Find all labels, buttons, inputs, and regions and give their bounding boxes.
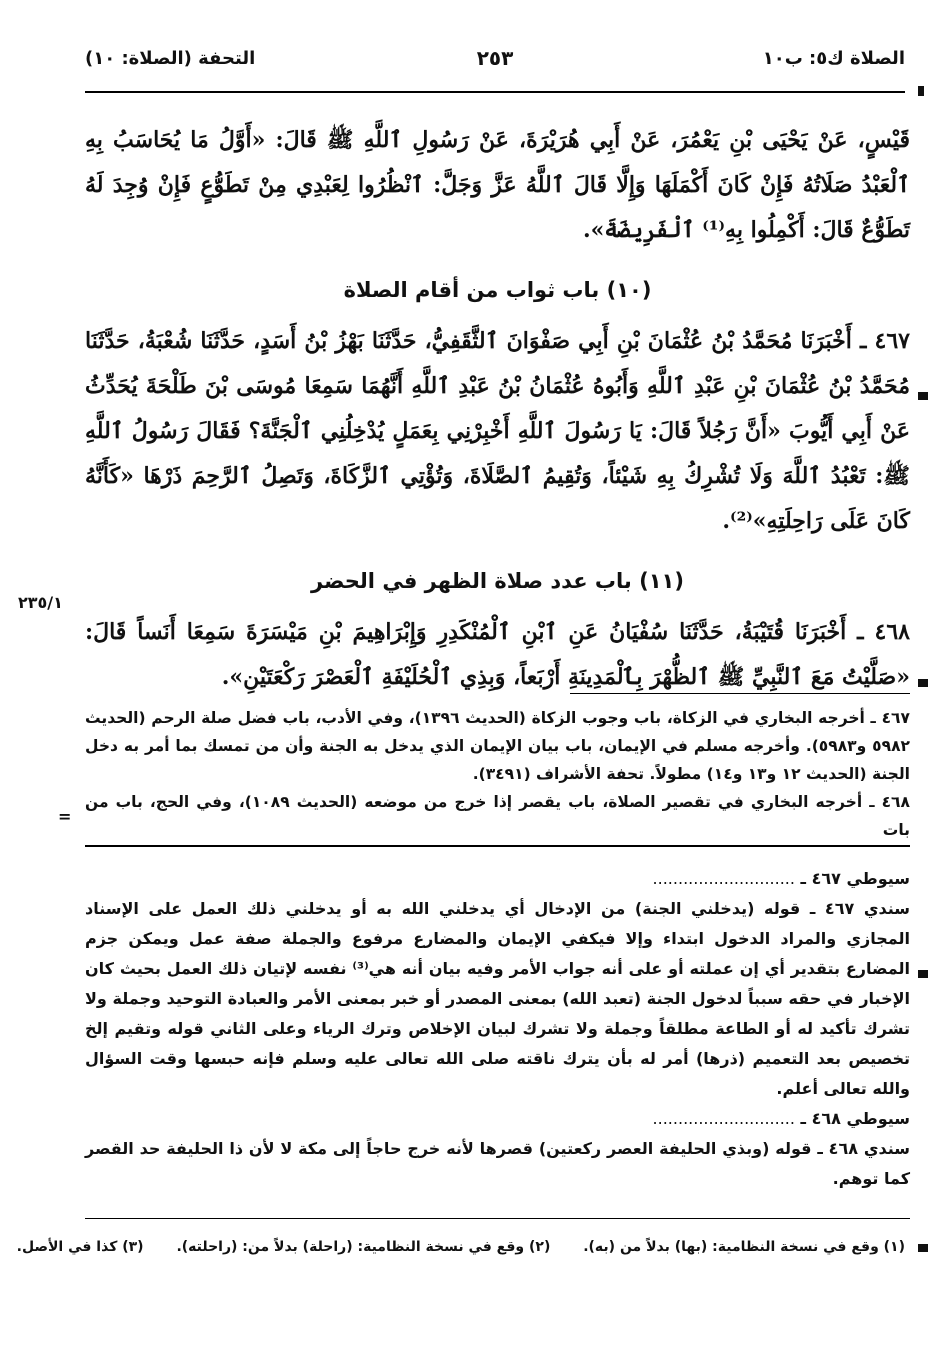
takhrij-467: ٤٦٧ ـ أخرجه البخاري في الزكاة، باب وجوب الزكاة (الحديث ١٣٩٦)، وفي الأدب، باب فضل صلة الرحم (الحديث ٥٩٨٢ و٥٩٨٣). وأخرجه مسلم في الإيمان، باب بيان الإيمان الذي يدخل به الجنة وأن من تمسك بما أمر به دخل الجنة (الحديث ١٢ و١٣ و١٤) مطولاً. تحفة الأشراف (٣٤٩١).	[85, 709, 911, 783]
takhrij-notes	[85, 704, 910, 844]
dotted-leader: ............................	[652, 869, 795, 888]
page-header	[85, 44, 905, 84]
footnotes	[16, 1235, 905, 1259]
commentary-section	[85, 864, 910, 1194]
hadith-text: أَخْبَرَنَا مُحَمَّدُ بْنُ عُثْمَانَ بْنِ أَبِي صَفْوَانَ ٱلثَّقَفِيُّ، حَدَّثَنَا بَهْزُ بْنُ أَسَدٍ، حَدَّثَنَا شُعْبَةُ، حَدَّثَنَا مُحَمَّدُ بْنُ عُثْمَانَ بْنِ عَبْدِ ٱللَّهِ وَأَبُوهُ عُثْمَانُ بْنُ عَبْدِ ٱللَّهِ أَنَّهُمَا سَمِعَا مُوسَى بْنَ طَلْحَةَ يُحَدِّثُ عَنْ أَبِي أَيُّوبَ «أَنَّ رَجُلاً قَالَ: يَا رَسُولَ ٱللَّهِ أَخْبِرْنِي بِعَمَلٍ يُدْخِلُنِي ٱلْجَنَّةَ؟ فَقَالَ رَسُولُ ٱللَّهِ ﷺ: تَعْبُدُ ٱللَّهَ وَلَا تُشْرِكُ بِهِ شَيْئاً، وَتُقِيمُ ٱلصَّلَاةَ، وَتُؤْتِي ٱلزَّكَاةَ، وَتَصِلُ ٱلرَّحِمَ ذَرْهَا «كَأَنَّهُ كَانَ عَلَى رَاحِلَتِهِ»⁽²⁾.	[85, 328, 910, 534]
hadith-number: ٤٦٨ ـ	[857, 619, 910, 645]
margin-marker-icon	[918, 86, 924, 96]
margin-marker-icon	[918, 1244, 928, 1252]
suyuti-label: سيوطي ٤٦٧ ـ	[800, 869, 910, 888]
main-hadith-text	[85, 118, 910, 700]
suyuti-468	[85, 1104, 910, 1134]
header-rule	[85, 91, 905, 93]
chapter-title-10: (١٠) باب ثواب من أقام الصلاة	[343, 278, 652, 302]
hadith-continuation: قَيْسٍ، عَنْ يَحْيَى بْنِ يَعْمُرَ، عَنْ أَبِي هُرَيْرَةَ، عَنْ رَسُولِ ٱللَّهِ ﷺ قَالَ: «أَوَّلُ مَا يُحَاسَبُ بِهِ ٱلْعَبْدُ صَلَاتُهُ فَإِنْ كَانَ أَكْمَلَهَا وَإِلَّا قَالَ ٱللَّهُ عَزَّ وَجَلَّ: ٱنْظُرُوا لِعَبْدِي مِنْ تَطَوُّعٍ فَإِنْ وُجِدَ لَهُ تَطَوُّعٌ قَالَ: أَكْمِلُوا بِهِ⁽¹⁾ ٱلْفَرِيضَةَ».	[85, 127, 910, 243]
suyuti-467	[85, 864, 910, 894]
chapter-title-11: (١١) باب عدد صلاة الظهر في الحضر	[311, 569, 684, 593]
sindi-467: سندي ٤٦٧ ـ قوله (يدخلني الجنة) من الإدخال أي يدخلني الله به أو يدخلني ذلك العمل على الإسناد المجازي والمراد الدخول ابتداء وإلا فيكفي الإيمان والمضارع مرفوع والجملة صفة عمل ويمكن جزم المضارع بتقدير أي إن عملته أو على أنه جواب الأمر وفيه بيان أنه هي⁽³⁾ نفسه لإتيان ذلك العمل بحيث كان الإخبار في حقه سبباً لدخول الجنة (تعبد الله) بمعنى المصدر أو خبر بمعنى الأمر والعبادة التوحيد وجملة ولا تشرك تأكيد له أو الطاعة مطلقاً وجملة ولا تشرك لبيان الإخلاص وترك الرياء وعلى الثاني قوله وتقيم إلخ تخصيص بعد التعميم (ذرها) أمر له بأن يترك ناقته صلى الله تعالى عليه وسلم فإنه حبسها وقت السؤال والله تعالى أعلم.	[85, 899, 910, 1098]
page-number: ٢٥٣	[476, 46, 514, 70]
footnote-2: (٢) وقع في نسخة النظامية: (راحلة) بدلاً من: (راحلته).	[176, 1239, 551, 1255]
footnote-1: (١) وقع في نسخة النظامية: (بها) بدلاً من (به).	[583, 1239, 905, 1255]
margin-volume-reference: ٢٣٥/١	[18, 593, 63, 612]
commentary-rule	[85, 845, 910, 847]
suyuti-label: سيوطي ٤٦٨ ـ	[800, 1109, 910, 1128]
takhrij-rule	[570, 693, 910, 694]
footnotes-rule	[85, 1218, 910, 1219]
dotted-leader: ............................	[652, 1109, 795, 1128]
hadith-468	[85, 610, 910, 700]
running-head-left: التحفة (الصلاة: ١٠)	[85, 48, 256, 69]
hadith-text: أَخْبَرَنَا قُتَيْبَةُ، حَدَّثَنَا سُفْيَانُ عَنِ ٱبْنِ ٱلْمُنْكَدِرِ وَإِبْرَاهِيمَ بْنِ مَيْسَرَةَ سَمِعَا أَنَساً قَالَ: «صَلَّيْتُ مَعَ ٱلنَّبِيِّ ﷺ ٱلظُّهْرَ بِٱلْمَدِينَةِ أَرْبَعاً، وَبِذِي ٱلْحُلَيْفَةِ ٱلْعَصْرَ رَكْعَتَيْنِ».	[85, 619, 910, 690]
hadith-number: ٤٦٧ ـ	[859, 328, 910, 354]
continuation-mark: =	[58, 807, 72, 826]
margin-marker-icon	[918, 679, 928, 687]
footnote-3: (٣) كذا في الأصل.	[16, 1239, 144, 1255]
margin-marker-icon	[918, 970, 928, 978]
sindi-468: سندي ٤٦٨ ـ قوله (وبذي الحليفة العصر ركعتين) قصرها لأنه خرج حاجاً إلى مكة لا لأن ذا الحليفة حد القصر كما توهم.	[85, 1139, 910, 1188]
running-head-right: الصلاة ك٥: ب١٠	[762, 48, 905, 69]
margin-marker-icon	[918, 392, 928, 400]
takhrij-468: ٤٦٨ ـ أخرجه البخاري في تقصير الصلاة، باب يقصر إذا خرج من موضعه (الحديث ١٠٨٩)، وفي الحج، باب من بات	[85, 793, 910, 839]
hadith-467	[85, 319, 910, 544]
